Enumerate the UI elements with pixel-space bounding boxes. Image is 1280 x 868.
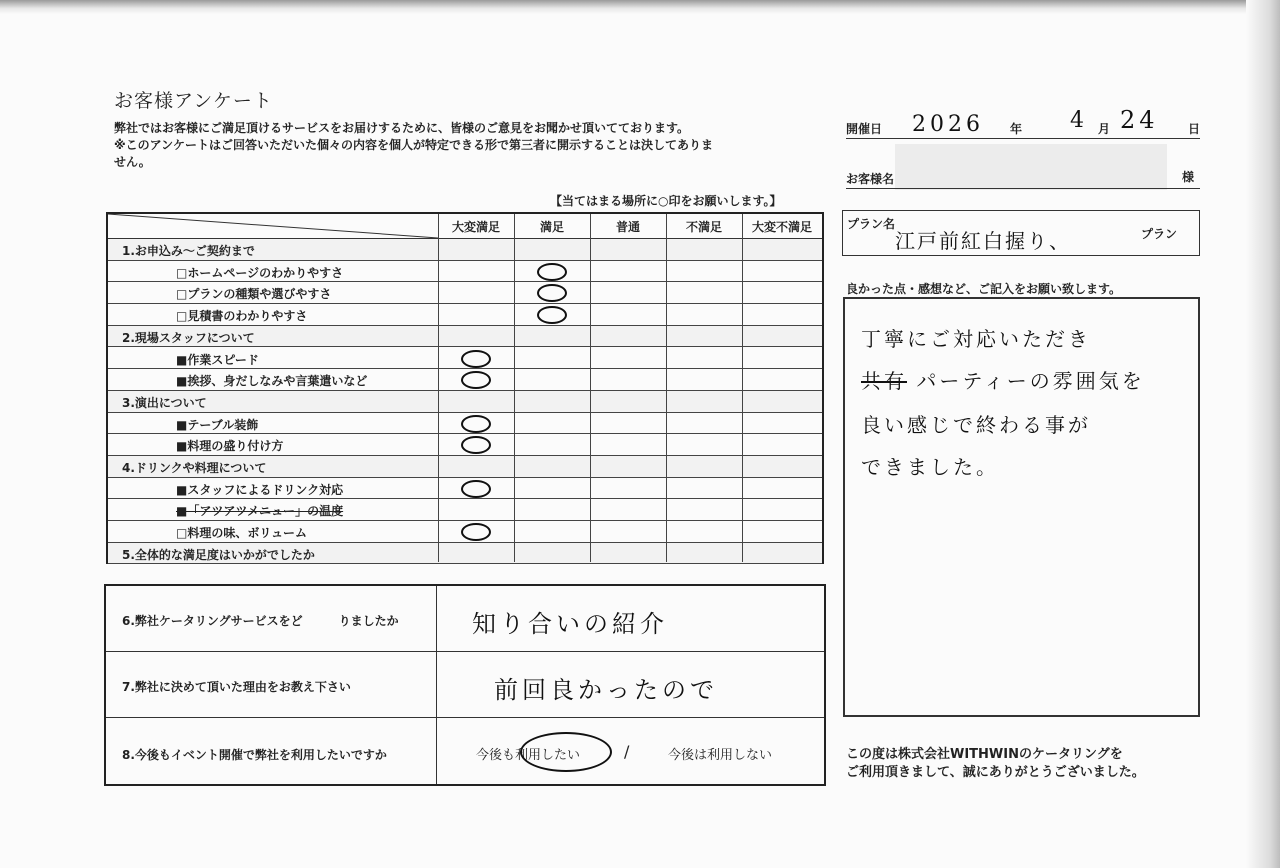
date-underline bbox=[846, 138, 1200, 139]
rating-table bbox=[106, 212, 824, 564]
option-yes[interactable]: 今後も利用したい bbox=[476, 748, 581, 763]
rating-header: 不満足 bbox=[685, 219, 722, 234]
row-label: ■スタッフによるドリンク対応 bbox=[176, 482, 344, 497]
row-label: ■料理の盛り付け方 bbox=[176, 439, 284, 454]
thanks-line: この度は株式会社WITHWINのケータリングを bbox=[846, 747, 1123, 762]
answer-handwritten: 知り合いの紹介 bbox=[472, 610, 668, 638]
row-label: 1.お申込み～ご契約まで bbox=[122, 244, 255, 258]
row-label: ■テーブル装飾 bbox=[176, 417, 259, 432]
circle-mark bbox=[537, 263, 567, 281]
row-label: □料理の味、ボリューム bbox=[176, 526, 307, 541]
option-separator: / bbox=[624, 742, 630, 761]
rating-header: 大変不満足 bbox=[751, 219, 812, 234]
question-label: 8.今後もイベント開催で弊社を利用したいですか bbox=[122, 748, 387, 762]
customer-underline bbox=[846, 188, 1200, 189]
day-unit: 日 bbox=[1188, 122, 1201, 136]
struck-word: 共有 bbox=[861, 369, 907, 393]
question-row bbox=[108, 261, 822, 283]
month-unit: 月 bbox=[1098, 122, 1111, 136]
comment-line: 丁寧にご対応いただき bbox=[861, 327, 1091, 351]
row-label: 4.ドリンクや料理について bbox=[122, 461, 267, 475]
thanks-text bbox=[846, 746, 1145, 782]
year-unit: 年 bbox=[1010, 122, 1023, 136]
question-row-6 bbox=[106, 586, 824, 652]
rating-header: 満足 bbox=[539, 219, 564, 234]
row-label: 3.演出について bbox=[122, 395, 207, 410]
row-label: □ホームページのわかりやすさ bbox=[176, 265, 344, 280]
column-line bbox=[438, 214, 439, 562]
circle-mark bbox=[461, 480, 491, 498]
section-row bbox=[108, 391, 822, 413]
column-line bbox=[514, 214, 515, 562]
customer-label: お客様名 bbox=[846, 172, 895, 186]
column-line bbox=[666, 214, 667, 562]
circle-mark bbox=[461, 415, 491, 433]
row-label: □見積書のわかりやすさ bbox=[176, 309, 308, 324]
scan-edge bbox=[1246, 0, 1280, 868]
customer-suffix: 様 bbox=[1182, 170, 1195, 184]
intro-line: せん。 bbox=[114, 155, 151, 169]
intro-line: 弊社ではお客様にご満足頂けるサービスをお届けするために、皆様のご意見をお聞かせ頂いてております。 bbox=[114, 121, 690, 135]
question-table bbox=[104, 584, 826, 786]
survey-title: お客様アンケート bbox=[114, 90, 273, 112]
date-month: 4 bbox=[1070, 108, 1088, 133]
question-row-8 bbox=[106, 718, 824, 784]
plan-suffix: プラン bbox=[1141, 227, 1178, 241]
date-year: 2026 bbox=[912, 112, 984, 137]
instruction-text: 【当てはまる場所に○印をお願いします。】 bbox=[550, 194, 782, 208]
section-row bbox=[108, 456, 822, 478]
comment-line: 良い感じで終わる事が bbox=[861, 413, 1091, 437]
question-row bbox=[108, 499, 822, 521]
column-line bbox=[742, 214, 743, 562]
question-row-7 bbox=[106, 652, 824, 718]
question-row bbox=[108, 282, 822, 304]
question-row bbox=[108, 304, 822, 326]
intro-text bbox=[114, 120, 814, 171]
date-label: 開催日 bbox=[846, 122, 883, 136]
answer-handwritten: 前回良かったので bbox=[494, 676, 718, 704]
header-diagonal bbox=[108, 214, 438, 238]
comment-line: できました。 bbox=[861, 455, 999, 479]
rating-header: 普通 bbox=[615, 219, 640, 234]
thanks-line: ご利用頂きまして、誠にありがとうございました。 bbox=[846, 765, 1145, 780]
section-row bbox=[108, 326, 822, 348]
plan-value: 江戸前紅白握り、 bbox=[895, 229, 1071, 253]
section-row bbox=[108, 239, 822, 261]
comment-line-wrap bbox=[861, 365, 1191, 394]
rating-header: 大変満足 bbox=[451, 219, 500, 234]
column-line bbox=[590, 214, 591, 562]
circle-mark bbox=[537, 306, 567, 324]
question-label: 6.弊社ケータリングサービスをど りましたか bbox=[122, 614, 399, 628]
row-label: 5.全体的な満足度はいかがでしたか bbox=[122, 547, 315, 562]
comment-box bbox=[843, 297, 1200, 717]
question-label: 7.弊社に決めて頂いた理由をお教え下さい bbox=[122, 680, 351, 694]
row-label: □プランの種類や選びやすさ bbox=[176, 287, 332, 302]
circle-mark bbox=[461, 523, 491, 541]
option-no[interactable]: 今後は利用しない bbox=[668, 748, 773, 763]
comment-prompt: 良かった点・感想など、ご記入をお願い致します。 bbox=[846, 282, 1122, 296]
redacted-customer-name bbox=[895, 144, 1167, 190]
section-row bbox=[108, 543, 822, 565]
row-label: 2.現場スタッフについて bbox=[122, 330, 255, 345]
row-label: ■「アツアツメニュー」の温度 bbox=[176, 504, 344, 519]
circle-mark bbox=[461, 350, 491, 368]
row-label: ■作業スピード bbox=[176, 352, 259, 367]
row-label: ■挨拶、身だしなみや言葉遣いなど bbox=[176, 374, 368, 389]
date-day: 24 bbox=[1120, 106, 1159, 134]
intro-line: ※このアンケートはご回答いただいた個々の内容を個人が特定できる形で第三者に開示することは決してありま bbox=[114, 138, 713, 152]
comment-line: パーティーの雰囲気を bbox=[916, 369, 1145, 393]
plan-label: プラン名 bbox=[847, 217, 896, 231]
plan-box bbox=[842, 210, 1200, 256]
circle-mark bbox=[520, 732, 612, 772]
scan-edge bbox=[0, 0, 1280, 14]
